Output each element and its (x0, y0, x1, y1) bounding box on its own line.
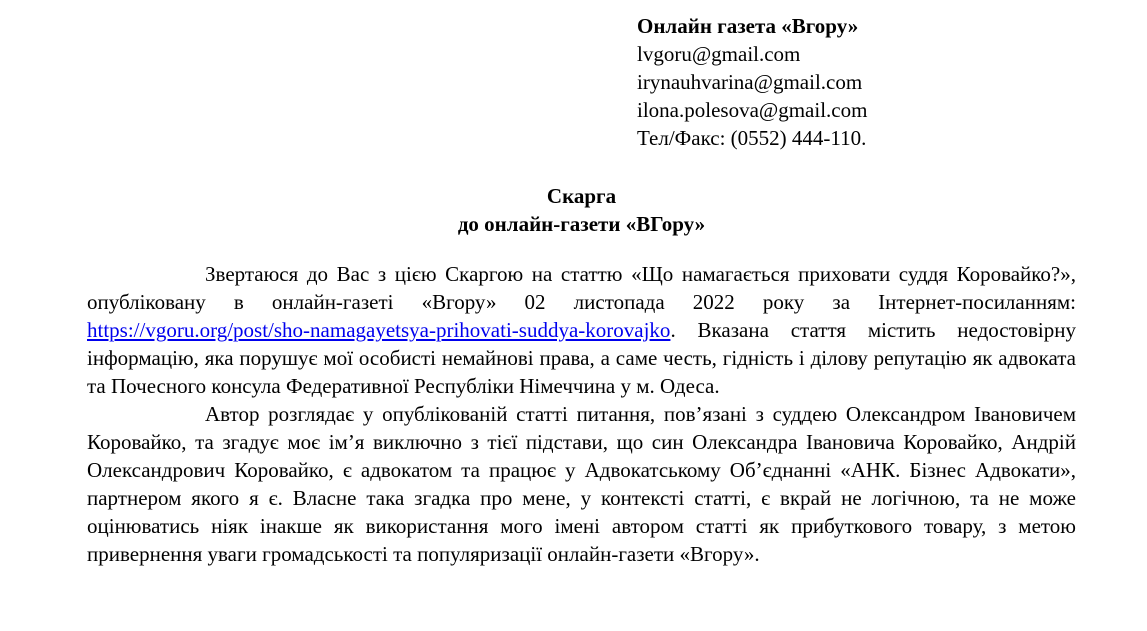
document-title (87, 182, 1076, 238)
paragraph-1-text-after-link: . Вказана стаття містить недостовірну інформацію, яка порушує мої особисті немайнові права, а саме честь, гідність і ділову репутацію як адвоката та Почесного консула Федеративної Республіки Німеччина у м. Одеса. (87, 318, 1076, 398)
email-address-1: lvgoru@gmail.com (637, 42, 801, 66)
paragraph-1-text-before-link: Звертаюся до Вас з цією Скаргою на статтю «Що намагається приховати суддя Коровайко?», опубліковану в онлайн-газеті «Вгору» 02 листопада 2022 року за Інтернет-посиланням: (87, 262, 1076, 314)
paragraph-2 (87, 400, 1076, 568)
organization-name: Онлайн газета «Вгору» (637, 14, 859, 38)
paragraph-1 (87, 260, 1076, 400)
email-address-2: irynauhvarina@gmail.com (637, 70, 863, 94)
title-line-2: до онлайн-газети «ВГору» (457, 212, 706, 236)
title-line-1: Скарга (546, 184, 617, 208)
phone-fax: Тел/Факс: (0552) 444-110. (637, 126, 867, 150)
email-address-3: ilona.polesova@gmail.com (637, 98, 868, 122)
letterhead (637, 12, 1076, 152)
paragraph-2-text: Автор розглядає у опублікованій статті питання, пов’язані з суддею Олександром Івановичем Коровайко, та згадує моє ім’я виключно з тієї підстави, що син Олександра Івановича Коровайко, Андрій Олександрович Коровайко, є адвокатом та працює у Адвокатському Об’єднанні «АНК. Бізнес Адвокати», партнером якого я є. Власне така згадка про мене, у контексті статті, є вкрай не логічною, та не може оцінюватись ніяк інакше як використання мого імені автором статті як прибуткового товару, з метою привернення уваги громадськості та популяризації онлайн-газети «Вгору». (87, 402, 1076, 566)
article-link[interactable]: https://vgoru.org/post/sho-namagayetsya-prihovati-suddya-korovajko (87, 318, 671, 342)
